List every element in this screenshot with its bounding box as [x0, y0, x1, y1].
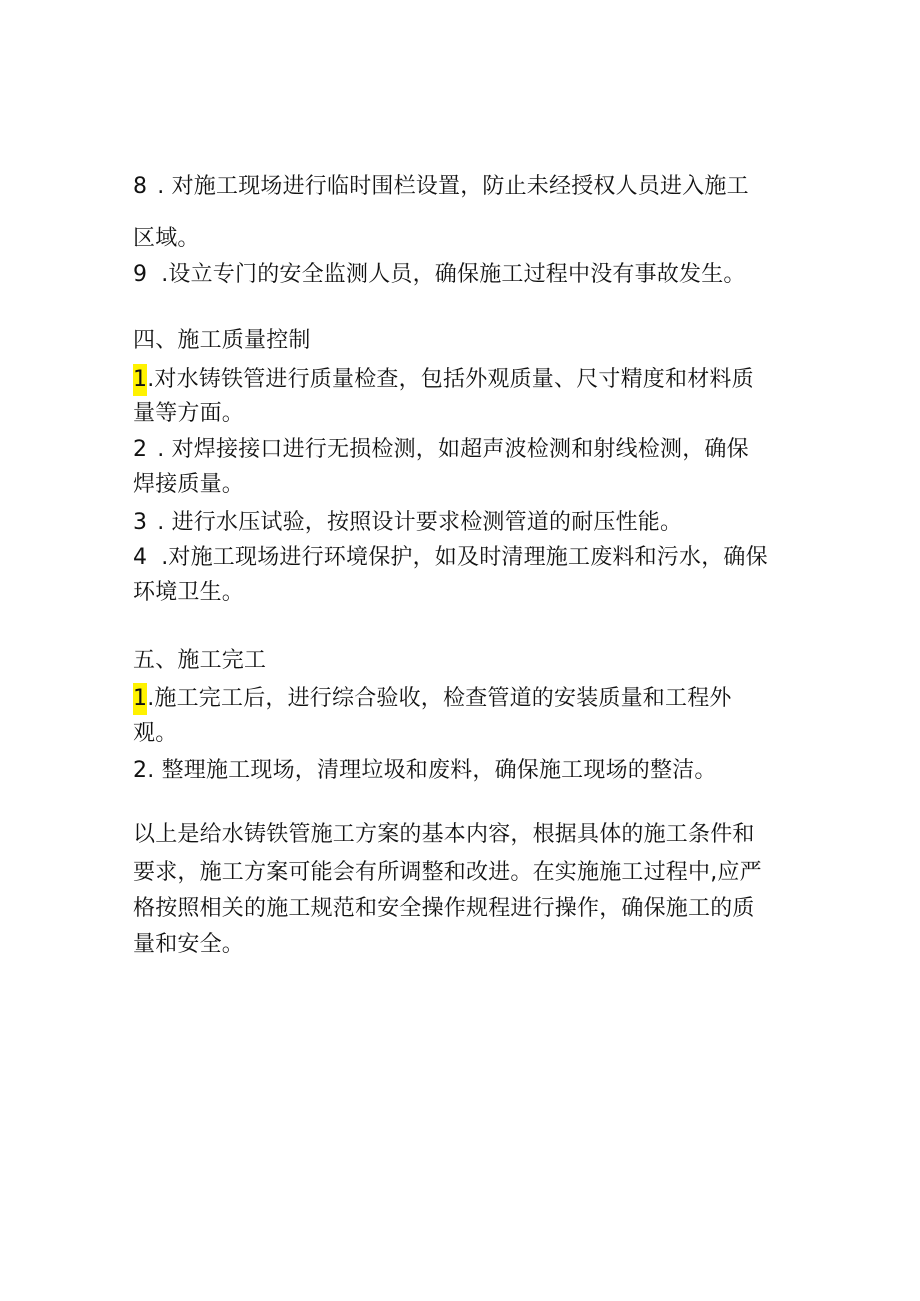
s4-item-4-number: 4 — [133, 545, 148, 570]
s4-item-3-text: . 进行水压试验，按照设计要求检测管道的耐压性能。 — [157, 510, 683, 535]
s4-item-2-text: . 对焊接接口进行无损检测，如超声波检测和射线检测，确保 — [157, 437, 749, 462]
item-9-number: 9 — [133, 262, 148, 287]
conclusion-line-4: 量和安全。 — [133, 932, 245, 957]
item-9-text: .设立专门的安全监测人员，确保施工过程中没有事故发生。 — [161, 262, 746, 287]
item-8-text: . 对施工现场进行临时围栏设置，防止未经授权人员进入施工 — [157, 174, 749, 199]
item-9 — [133, 259, 746, 291]
s4-item-1-number: 1 — [133, 364, 147, 396]
s4-item-2-number: 2 — [133, 437, 148, 462]
s5-item-1-line-2: 观。 — [133, 721, 178, 746]
s4-item-1-text: .对水铸铁管进行质量检查，包括外观质量、尺寸精度和材料质 — [147, 367, 754, 392]
s4-item-2-line-1 — [133, 434, 749, 466]
s4-item-3 — [133, 507, 682, 539]
item-8-line-2: 区域。 — [133, 226, 200, 251]
s4-item-3-number: 3 — [133, 510, 148, 535]
conclusion-line-2: 要求，施工方案可能会有所调整和改进。在实施施工过程中,应严 — [133, 860, 762, 885]
s4-item-2-line-2: 焊接质量。 — [133, 472, 245, 497]
item-8-number: 8 — [133, 174, 148, 199]
s4-item-4-text: .对施工现场进行环境保护，如及时清理施工废料和污水，确保 — [161, 545, 768, 570]
item-8-line-1 — [133, 171, 749, 203]
section-5-title: 五、施工完工 — [133, 648, 267, 673]
s4-item-4-line-1 — [133, 542, 768, 574]
s5-item-2: 2. 整理施工现场，清理垃圾和废料，确保施工现场的整洁。 — [133, 758, 717, 783]
s4-item-4-line-2: 环境卫生。 — [133, 580, 245, 605]
section-4-title: 四、施工质量控制 — [133, 328, 311, 353]
s4-item-1-line-2: 量等方面。 — [133, 401, 245, 426]
s5-item-1-text: .施工完工后，进行综合验收，检查管道的安装质量和工程外 — [147, 686, 732, 711]
conclusion-line-3: 格按照相关的施工规范和安全操作规程进行操作，确保施工的质 — [133, 896, 755, 921]
s4-item-1-line-1 — [133, 364, 754, 396]
s5-item-1-number: 1 — [133, 683, 147, 715]
conclusion-line-1: 以上是给水铸铁管施工方案的基本内容，根据具体的施工条件和 — [133, 822, 755, 847]
s5-item-1-line-1 — [133, 683, 732, 715]
